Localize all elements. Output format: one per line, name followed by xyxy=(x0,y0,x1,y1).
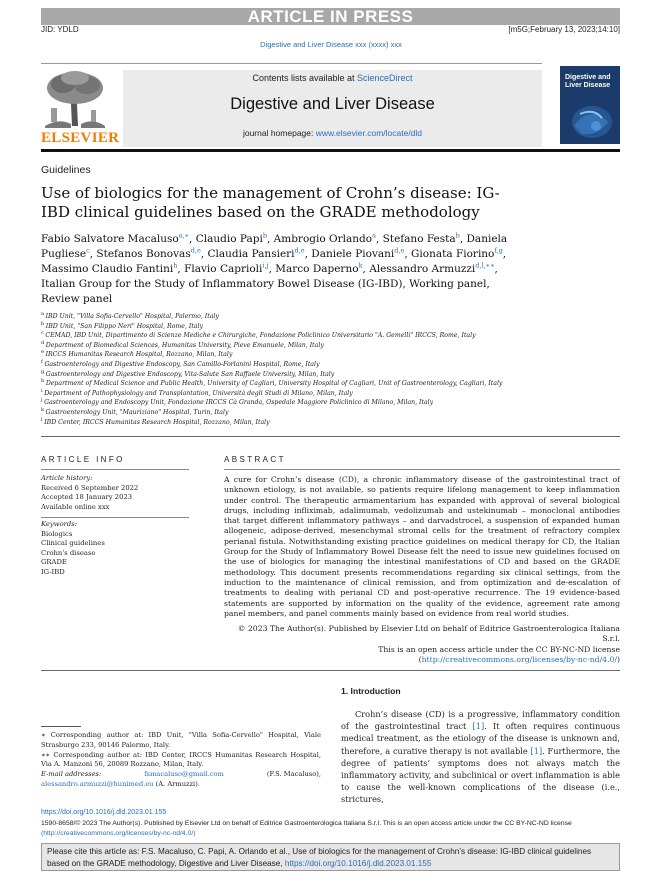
author-name[interactable]: Claudio Papi xyxy=(195,233,263,245)
intro-text-2: . It often requires continuous medical treatment, as the etiology of the disease is unknown and, therefore, a curative therapy is not available xyxy=(341,721,620,756)
affiliation-item xyxy=(41,331,601,341)
affiliation-item xyxy=(41,418,601,428)
author-affiliation-ref[interactable]: i,j xyxy=(262,261,269,270)
affiliation-label: i xyxy=(41,387,45,394)
history-online: Available online xxx xyxy=(41,502,110,511)
author-name[interactable]: Flavio Caprioli xyxy=(184,263,263,275)
affiliation-text: IBD Center, IRCCS Humanitas Research Hospital, Rozzano, Milan, Italy xyxy=(44,418,270,426)
email-owner-armuzzi: (A. Armuzzi). xyxy=(155,779,200,788)
journal-citation xyxy=(0,40,662,49)
author-name[interactable]: Gionata Fiorino xyxy=(411,248,495,260)
keyword-item: Crohn's disease xyxy=(41,548,96,557)
author-name[interactable]: Marco Daperno xyxy=(275,263,359,275)
abstract-rule-top xyxy=(224,469,620,470)
body-rule xyxy=(41,670,620,671)
author-affiliation-ref[interactable]: c xyxy=(86,246,90,255)
doi xyxy=(41,809,166,816)
author-name[interactable]: Claudia Pansieri xyxy=(207,248,295,260)
email-row xyxy=(41,770,321,780)
affiliation-label: b xyxy=(41,320,46,327)
affiliations-rule xyxy=(41,436,620,437)
journal-homepage xyxy=(123,128,542,138)
article-title: Use of biologics for the management of Crohn’s disease: IG-IBD clinical guidelines based on the GRADE methodology xyxy=(41,184,500,221)
author-affiliation-ref[interactable]: f,g xyxy=(494,246,503,255)
affiliation-label: a xyxy=(41,310,46,317)
affiliation-label: k xyxy=(41,406,46,413)
issn-text: 1590-8658/© 2023 The Author(s). Published by Elsevier Ltd on behalf of Editrice Gastroenterologica Italiana S.r.l. This is an open access article under the CC BY-NC-ND license xyxy=(41,820,572,827)
email-owner-macaluso: (F.S. Macaluso), xyxy=(266,770,321,779)
affiliation-text: IRCCS Humanitas Research Hospital, Rozzano, Milan, Italy xyxy=(45,351,233,359)
affiliation-label: g xyxy=(41,368,46,375)
affiliation-label: h xyxy=(41,378,46,385)
affiliation-label: f xyxy=(41,358,45,365)
author-affiliation-ref[interactable]: a,∗ xyxy=(178,231,190,240)
header-rule xyxy=(41,63,542,64)
contents-available xyxy=(123,73,542,83)
license-link[interactable]: http://creativecommons.org/licenses/by-nc-nd/4.0/ xyxy=(421,654,617,664)
author-affiliation-ref[interactable]: d,l,∗∗ xyxy=(475,261,495,270)
email-label: E-mail addresses: xyxy=(41,770,102,779)
author-affiliation-ref[interactable]: k xyxy=(358,261,363,270)
doi-link[interactable]: https://doi.org/10.1016/j.dld.2023.01.155 xyxy=(41,809,167,816)
email-row-2 xyxy=(41,780,321,790)
affiliation-item xyxy=(41,350,601,360)
history-received: Received 6 September 2022 xyxy=(41,483,139,492)
intro-text-1: Crohn’s disease (CD) is a progressive, inflammatory condition of the gastrointestinal tract xyxy=(341,709,620,732)
homepage-prefix: journal homepage: xyxy=(242,128,316,138)
reference-link[interactable]: [1] xyxy=(472,721,485,732)
affiliation-item xyxy=(41,370,601,380)
affiliation-item xyxy=(41,312,601,322)
author-affiliation-ref[interactable]: a xyxy=(372,231,376,240)
author-affiliation-ref[interactable]: b xyxy=(262,231,267,240)
affiliation-label: j xyxy=(41,397,45,404)
author-affiliation-ref[interactable]: d,e xyxy=(294,246,305,255)
affiliation-text: Department of Medical Science and Public Health, University of Cagliari, University Hospital of Cagliari, Unit of Gastroenterology, Cagliari, Italy xyxy=(45,380,503,388)
author-affiliation-ref[interactable]: d,e xyxy=(190,246,201,255)
affiliation-item xyxy=(41,408,601,418)
author-name[interactable]: Daniele Piovani xyxy=(311,248,395,260)
introduction-paragraph xyxy=(341,708,620,806)
abstract-text: A cure for Crohn’s disease (CD), a chronic inflammatory disease of the gastrointestinal tract of unknown etiology, is not available, so patients require lifelong management to keep inflammation under control. The therapeutic armamentarium has expanded with approval of several biological drugs, including infliximab, adalimumab, vedolizumab and ustekinumab – monoclonal antibodies that target different inflammatory pathways – and darvadstrocel, a suspension of expanded human allogeneic, adipose-derived, mesenchymal stromal cells for the treatment of refractory complex perianal fistula. Notwithstanding existing practice guidelines on medical therapy for CD, the Italian Group for the Study of Inflammatory Bowel Disease felt the need to issue new guidelines focused on the use of biologics for managing the intestinal manifestations of CD and based on the GRADE methodology. This document presents recommendations regarding six clinical settings, from the induction to the maintenance of clinical remission, and from optimization and de-escalation of treatments to dealing with perianal CD and post-operative recurrence. The 19 evidence-based statements are supported by information on the quality of the evidence, agreement rate among panel members, and panel comments mainly based on evidence from real world studies. xyxy=(224,475,620,618)
keyword-item: IG-IBD xyxy=(41,567,65,576)
issn-license-link[interactable]: (http://creativecommons.org/licenses/by-nc-nd/4.0/) xyxy=(41,829,196,837)
introduction-heading: 1. Introduction xyxy=(341,686,401,696)
issn-license xyxy=(41,819,620,838)
affiliation-text: IBD Unit, "Villa Sofia-Cervello" Hospital, Palermo, Italy xyxy=(45,313,219,320)
affiliation-label: e xyxy=(41,349,46,356)
affiliation-item xyxy=(41,398,601,408)
sciencedirect-link[interactable]: ScienceDirect xyxy=(357,73,413,83)
affiliation-text: Gastroenterology and Digestive Endoscopy, San Camillo-Forlanini Hospital, Rome, Italy xyxy=(44,360,320,368)
author-name[interactable]: Stefanos Bonovas xyxy=(96,248,191,260)
article-type: Guidelines xyxy=(41,164,91,176)
journal-masthead xyxy=(123,70,542,147)
history-accepted: Accepted 18 January 2023 xyxy=(41,493,133,502)
affiliation-item xyxy=(41,379,601,389)
keywords xyxy=(41,520,191,578)
author-affiliation-ref[interactable]: h xyxy=(173,261,178,270)
journal-id: JID: YDLD xyxy=(41,25,79,34)
cover-title: Digestive and Liver Disease xyxy=(565,74,611,89)
footnote-1: ∗ Corresponding author at: IBD Unit, "Villa Sofia-Cervello" Hospital, Viale Strasburgo 233, 90146 Palermo, Italy. xyxy=(41,731,321,749)
journal-title: Digestive and Liver Disease xyxy=(230,95,435,113)
affiliation-item xyxy=(41,322,601,332)
abstract-heading: ABSTRACT xyxy=(224,455,286,464)
affiliation-item xyxy=(41,360,601,370)
footnote-rule xyxy=(41,726,81,727)
footnote-2: ∗∗ Corresponding author at: IBD Center, IRCCS Humanitas Research Hospital, Via A. Manzoni 56, 20089 Rozzano, Milan, Italy. xyxy=(41,750,321,769)
history-label: Article history: xyxy=(41,474,93,482)
author-name[interactable]: Ambrogio Orlando xyxy=(273,233,373,245)
affiliation-label: l xyxy=(41,416,45,423)
author-list: Fabio Salvatore Macaluso$^{a,∗}$, Claudio Papi$^b$, Ambrogio Orlando$^a$, Stefano Festa$^b$, Daniela Pugliese$^c$, Stefanos Bonovas$^{d,e}$, Claudia Pansieri$^{d,e}$, Daniele Piovani$^{d,e}$, Gionata Fiorino$^{f,g}$, Massimo Claudio Fantini$^h$, Flavio Caprioli$^{i,j}$, Marco Daperno$^k$, Alessandro Armuzzi$^{d,l,∗∗}$, Italian Group for the Study of Inflammatory Bowel Disease (IG-IBD), Working panel, Review panel xyxy=(41,231,508,305)
reference-link[interactable]: [1] xyxy=(530,745,543,756)
copyright-notice: © 2023 The Author(s). Published by Elsevier Ltd on behalf of Editrice Gastroenterologica Italiana S.r.l. This is an open access article under the CC BY-NC-ND license (http://creativecommons.org/licenses/by-nc-nd/4.0/) xyxy=(224,624,620,665)
email-link-macaluso[interactable]: fsmacaluso@gmail.com xyxy=(144,770,224,779)
homepage-link[interactable]: www.elsevier.com/locate/dld xyxy=(315,128,423,138)
author-name[interactable]: Alessandro Armuzzi xyxy=(369,263,476,275)
affiliation-text: IBD Unit, "San Filippo Neri" Hospital, Rome, Italy xyxy=(45,322,203,330)
author-affiliation-ref[interactable]: d,e xyxy=(394,246,405,255)
keyword-item: Biologics xyxy=(41,529,73,538)
intro-text-3: . Furthermore, the degree of patients’ symptoms does not always match the inflammatory activity, and subclinical or overt inflammation is able to cause the well-known complications of the disease (i.e., strictures, xyxy=(341,745,620,805)
keyword-item: GRADE xyxy=(41,558,67,567)
citation-text: Please cite this article as: F.S. Macaluso, C. Papi, A. Orlando et al., Use of biologics for the management of Crohn’s disease: IG-IBD clinical guidelines based on the GRADE methodology, Digestive and Liver Disease, xyxy=(47,847,592,868)
contents-prefix: Contents lists available at xyxy=(252,73,358,83)
journal-citation-link[interactable]: Digestive and Liver Disease xxx (xxxx) xxx xyxy=(260,40,402,49)
copyright-line-1: © 2023 The Author(s). Published by Elsevier Ltd on behalf of Editrice Gastroenterologica Italiana S.r.l. xyxy=(237,624,620,644)
affiliations xyxy=(41,312,601,427)
author-name[interactable]: Stefano Festa xyxy=(382,233,456,245)
footnotes xyxy=(41,731,321,790)
author-affiliation-ref[interactable]: b xyxy=(455,231,460,240)
author-name[interactable]: Daniela Pugliese xyxy=(41,233,508,260)
affiliation-item xyxy=(41,341,601,351)
affiliation-text: Department of Pathophysiology and Transplantation, Università degli Studi di Milano, Milan, Italy xyxy=(44,389,353,397)
author-name[interactable]: Massimo Claudio Fantini xyxy=(41,263,174,275)
keywords-label: Keywords: xyxy=(41,520,78,528)
affiliation-text: CEMAD, IBD Unit, Dipartimento di Scienze Mediche e Chirurgiche, Fondazione Policlinico Universitario "A. Gemelli" IRCCS, Rome, Italy xyxy=(45,332,476,340)
journal-cover xyxy=(560,66,620,144)
affiliation-text: Gastroenterology and Endoscopy Unit, Fondazione IRCCS Cà Granda, Ospedale Maggiore Policlinico di Milano, Milan, Italy xyxy=(44,399,434,407)
keyword-item: Clinical guidelines xyxy=(41,539,105,548)
affiliation-label: d xyxy=(41,339,46,346)
email-link-armuzzi[interactable]: alessandro.armuzzi@hunimed.eu xyxy=(41,779,154,788)
author-name[interactable]: Fabio Salvatore Macaluso xyxy=(41,233,179,245)
citation-box xyxy=(41,843,620,871)
affiliation-text: Department of Biomedical Sciences, Humanitas University, Pieve Emanuele, Milan, Italy xyxy=(45,341,324,349)
info-rule-mid xyxy=(41,517,189,518)
citation-doi-link[interactable]: https://doi.org/10.1016/j.dld.2023.01.155 xyxy=(284,858,432,868)
info-rule-top xyxy=(41,469,189,470)
copyright-line-2: This is an open access article under the CC BY-NC-ND license xyxy=(378,644,620,654)
author-group: Italian Group for the Study of Inflammatory Bowel Disease (IG-IBD), Working panel, Review panel xyxy=(41,278,490,305)
article-info-heading: ARTICLE INFO xyxy=(41,455,125,464)
build-stamp: [m5G;February 13, 2023;14:10] xyxy=(508,25,620,34)
elsevier-wordmark: ELSEVIER xyxy=(41,130,120,146)
affiliation-label: c xyxy=(41,330,46,337)
affiliation-item xyxy=(41,389,601,399)
article-in-press-banner: ARTICLE IN PRESS xyxy=(41,8,620,25)
article-history xyxy=(41,474,191,512)
cover-illustration-icon xyxy=(560,96,620,144)
masthead-rule xyxy=(41,149,620,152)
affiliation-text: Gastroenterology and Digestive Endoscopy, Vita-Salute San Raffaele University, Milan, Italy xyxy=(45,370,335,378)
affiliation-text: Gastroenterology Unit, "Mauriziano" Hospital, Turin, Italy xyxy=(45,408,229,416)
